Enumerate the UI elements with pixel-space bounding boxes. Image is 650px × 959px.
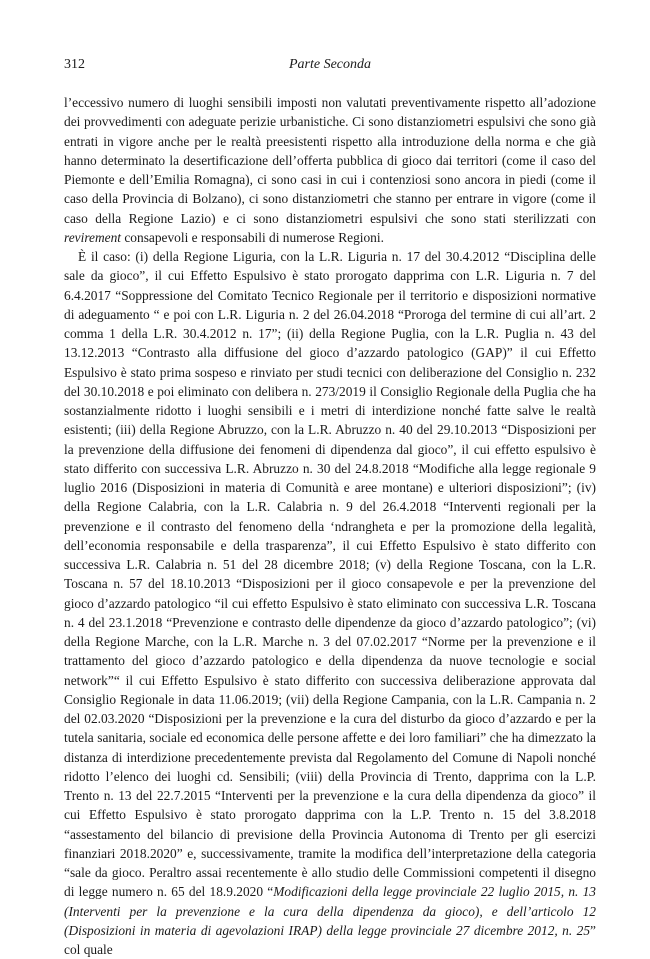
- paragraph-1-italic: revirement: [64, 229, 122, 245]
- page-header: [64, 57, 596, 75]
- page-number: 312: [64, 57, 85, 72]
- body-text: [64, 93, 596, 959]
- paragraph-2-text: È il caso: (i) della Regione Liguria, con la L.R. Liguria n. 17 del 30.4.2012 “Disciplina delle sale da gioco”, il cui Effetto Espulsivo è stato prorogato dapprima con L.R. Liguria n. 7 del 6.4.2017 “Soppressione del Comitato Tecnico Regionale per il territorio e disposizioni normative di adeguamento “ e poi con L.R. Liguria n. 2 del 26.04.2018 “Proroga del termine di cui all’art. 2 comma 1 della L.R. 30.4.2012 n. 17”; (ii) della Regione Puglia, con la L.R. Puglia n. 43 del 13.12.2013 “Contrasto alla diffusione del gioco d’azzardo patologico (GAP)” il cui Effetto Espulsivo è stato prima sospeso e rinviato per studi tecnici con deliberazione del Consiglio n. 232 del 30.10.2018 e poi eliminato con delibera n. 273/2019 il Consiglio Regionale della Puglia che ha sostanzialmente ridotto i luoghi sensibili e i metri di interdizione nonché fatte salve le realtà esistenti; (iii) della Regione Abruzzo, con la L.R. Abruzzo n. 40 del 29.10.2013 “Disposizioni per la prevenzione della diffusione dei fenomeni di dipendenza dal gioco”, il cui effetto espulsivo è stato differito con successiva L.R. Abruzzo n. 30 del 24.8.2018 “Modifiche alla legge regionale 9 luglio 2016 (Disposizioni in materia di Comunità e aree montane) e ulteriori disposizioni”; (iv) della Regione Calabria, con la L.R. Calabria n. 9 del 26.4.2018 “Interventi regionali per la prevenzione e il contrasto del fenomeno della ‘ndrangheta e per la promozione della legalità, dell’economia responsabile e della trasparenza”, il cui Effetto Espulsivo è stato differito con successiva L.R. Calabria n. 51 del 28 dicembre 2018; (v) della Regione Toscana, con la L.R. Toscana n. 57 del 18.10.2013 “Disposizioni per il gioco consapevole e per la prevenzione del gioco d’azzardo patologico “il cui effetto Espulsivo è stato eliminato con successiva L.R. Toscana n. 4 del 23.1.2018 “Prevenzione e contrasto delle dipendenze da gioco d’azzardo patologico”; (vi) della Regione Marche, con la L.R. Marche n. 3 del 07.02.2017 “Norme per la prevenzione e il trattamento del gioco d’azzardo patologico e della dipendenza da nuove tecnologie e social network”“ il cui Effetto Espulsivo è stato differito con successiva deliberazione approvata dal Consiglio Regionale in data 11.06.2019; (vii) della Regione Campania, con la L.R. Campania n. 2 del 02.03.2020 “Disposizioni per la prevenzione e la cura del disturbo da gioco d’azzardo e per la tutela sanitaria, sociale ed economica delle persone affette e dei loro familiari” che ha dimezzato la distanza di interdizione precedentemente prevista dal Regolamento del Comune di Napoli nonché ridotto l’elenco dei luoghi cd. Sensibili; (viii) della Provincia di Trento, dapprima con la L.P. Trento n. 13 del 22.7.2015 “Interventi per la prevenzione e la cura della dipendenza da gioco” il cui Effetto Espulsivo è stato prorogato dapprima con la L.P. Trento n. 15 del 3.8.2018 “assestamento del bilancio di previsione della Provincia Autonoma di Trento per gli esercizi finanziari 2018.2020” e, successivamente, tramite la modifica dell’interpretazione della categoria “sale da gioco. Peraltro assai recentemente è allo studio delle Commissioni competenti il disegno di legge numero n. 65 del 18.9.2020 “: [64, 249, 596, 900]
- paragraph-1: [64, 93, 596, 247]
- paragraph-1-tail: consapevoli e responsabili di numerose Regioni.: [121, 229, 384, 245]
- paragraph-2-tail: ” col quale: [64, 922, 596, 957]
- paragraph-2-italic: Modificazioni della legge provinciale 22 luglio 2015, n. 13 (Interventi per la prevenzione e la cura della dipendenza da gioco), e dell’articolo 12 (Disposizioni in materia di agevolazioni IRAP) della legge provinciale 27 dicembre 2012, n. 25: [64, 884, 596, 938]
- running-head: Parte Seconda: [288, 57, 372, 72]
- paragraph-1-text: l’eccessivo numero di luoghi sensibili imposti non valutati preventivamente rispetto all’adozione dei provvedimenti con adeguate perizie urbanistiche. Ci sono distanziometri espulsivi che sono già entrati in vigore anche per le realtà preesistenti rispetto alla introduzione della norma e che già hanno determinato la desertificazione dell’offerta pubblica di gioco dai territori (come il caso del Piemonte e dell’Emilia Romagna), ci sono casi in cui i contenziosi sono ancora in piedi (come il caso della Provincia di Bolzano), ci sono distanziometri che stanno per entrare in vigore (come il caso della Regione Lazio) e ci sono distanziometri espulsivi che sono stati sterilizzati con: [64, 95, 596, 226]
- paragraph-2: [64, 247, 596, 959]
